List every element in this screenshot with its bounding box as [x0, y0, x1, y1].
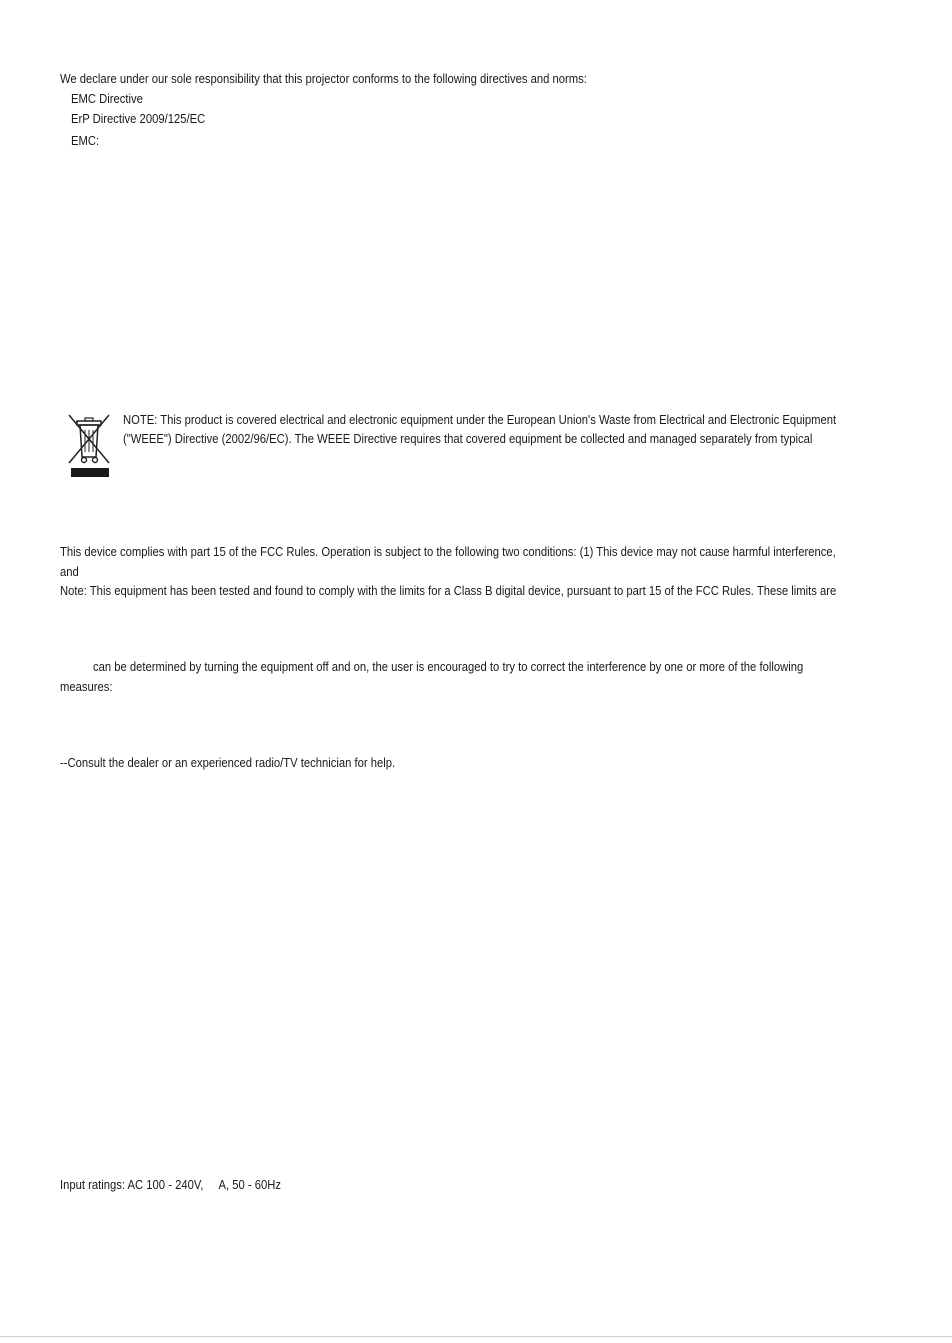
crossed-out-wheelie-bin-icon [66, 412, 112, 478]
emc-label: EMC: [71, 134, 100, 148]
fcc-consult-dealer: --Consult the dealer or an experienced radio/TV technician for help. [60, 756, 396, 770]
emc-directive: EMC Directive [71, 92, 143, 106]
fcc-compliance-line1: This device complies with part 15 of the FCC Rules. Operation is subject to the following two conditions: (1) This device may not cause harmful interference, [60, 545, 836, 559]
fcc-determined-text: can be determined by turning the equipment off and on, the user is encouraged to try to correct the interference by one or more of the following [93, 660, 804, 674]
input-ratings: Input ratings: AC 100 - 240V, A, 50 - 60Hz [60, 1178, 281, 1192]
fcc-note: Note: This equipment has been tested and found to comply with the limits for a Class B digital device, pursuant to part 15 of the FCC Rules. These limits are [60, 584, 837, 598]
erp-directive: ErP Directive 2009/125/EC [71, 112, 206, 126]
fcc-compliance-line2: and [60, 565, 79, 579]
weee-note-line2: ("WEEE") Directive (2002/96/EC). The WEEE Directive requires that covered equipment be collected and managed separately from typical [123, 432, 813, 446]
weee-note-line1: NOTE: This product is covered electrical and electronic equipment under the European Union's Waste from Electrical and Electronic Equipment [123, 413, 837, 427]
fcc-measures-label: measures: [60, 680, 113, 694]
page-bottom-divider [0, 1336, 952, 1337]
declaration-intro: We declare under our sole responsibility that this projector conforms to the following directives and norms: [60, 72, 587, 86]
